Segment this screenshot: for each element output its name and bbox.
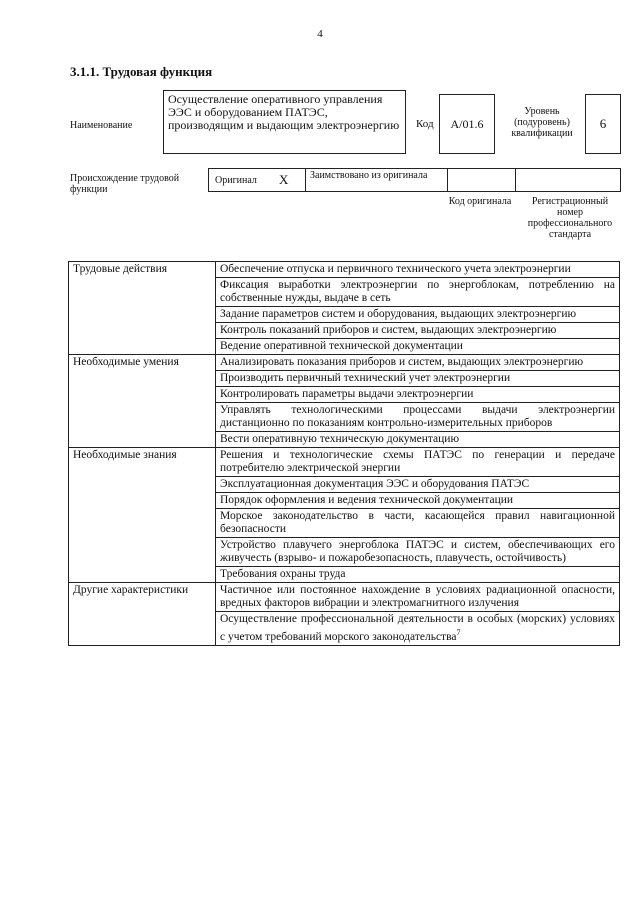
code-value: А/01.6: [450, 116, 484, 131]
row-heading-other-characteristics: Другие характеристики: [69, 583, 216, 646]
origin-label: Происхождение трудовой функции: [70, 173, 180, 195]
table-row: [69, 262, 620, 278]
table-cell: Устройство плавучего энергоблока ПАТЭС и систем, обеспечивающих его живучесть (взрыво- и пожаробезопасность, плавучесть, остойчивость): [216, 538, 620, 567]
table-row: [69, 448, 620, 477]
table-cell: Требования охраны труда: [216, 567, 620, 583]
cell-text: Осуществление профессиональной деятельности в особых (морских) условиях с учетом требований морского законодательства: [220, 613, 615, 643]
original-label: Оригинал: [215, 175, 257, 186]
level-value: 6: [599, 116, 607, 131]
table-cell: Производить первичный технический учет электроэнергии: [216, 371, 620, 387]
code-caption: Код оригинала: [448, 196, 512, 207]
table-cell: Обеспечение отпуска и первичного технического учета электроэнергии: [216, 262, 620, 278]
code-box: [439, 94, 495, 154]
table-cell: Анализировать показания приборов и систем, выдающих электроэнергию: [216, 355, 620, 371]
row-heading-required-skills: Необходимые умения: [69, 355, 216, 448]
table-cell: Порядок оформления и ведения технической документации: [216, 493, 620, 509]
code-label: Код: [416, 118, 434, 130]
registration-number-cell: [515, 169, 620, 191]
table-cell: Ведение оперативной технической документации: [216, 339, 620, 355]
table-cell: Решения и технологические схемы ПАТЭС по генерации и передаче потребителю электрической энергии: [216, 448, 620, 477]
page-number: 4: [317, 28, 323, 40]
table-cell: Морское законодательство в части, касающейся правил навигационной безопасности: [216, 509, 620, 538]
function-name-box: [163, 90, 406, 154]
row-heading-required-knowledge: Необходимые знания: [69, 448, 216, 583]
borrowed-label: Заимствовано из оригинала: [310, 170, 428, 181]
table-cell: Задание параметров систем и оборудования, выдающих электроэнергию: [216, 307, 620, 323]
registration-caption: Регистрационный номер профессионального стандарта: [527, 196, 613, 240]
table-row: [69, 355, 620, 371]
original-mark: X: [279, 172, 289, 187]
level-box: [585, 94, 621, 154]
function-name-text: Осуществление оперативного управления ЭЭС и оборудованием ПАТЭС, производящим и выдающим электроэнергию: [168, 92, 400, 132]
function-table: [68, 261, 620, 646]
table-row: [69, 583, 620, 612]
footnote-marker: 7: [456, 628, 461, 637]
table-cell: Контролировать параметры выдачи электроэнергии: [216, 387, 620, 403]
row-heading-labor-actions: Трудовые действия: [69, 262, 216, 355]
table-cell: Вести оперативную техническую документацию: [216, 432, 620, 448]
table-cell: Частичное или постоянное нахождение в условиях радиационной опасности, вредных факторов вибрации и электромагнитного излучения: [216, 583, 620, 612]
origin-row: [208, 168, 621, 192]
name-label: Наименование: [70, 120, 133, 131]
level-label: Уровень (подуровень) квалификации: [511, 106, 573, 139]
original-code-cell: [447, 169, 515, 191]
table-cell: Эксплуатационная документация ЭЭС и оборудования ПАТЭС: [216, 477, 620, 493]
table-cell: Фиксация выработки электроэнергии по энергоблокам, потреблению на собственные нужды, выдаче в сеть: [216, 278, 620, 307]
table-cell: Управлять технологическими процессами выдачи электроэнергии дистанционно по показаниям контрольно-измерительных приборов: [216, 403, 620, 432]
table-cell: [216, 612, 620, 646]
section-title: 3.1.1. Трудовая функция: [70, 64, 213, 79]
borrowed-cell: [305, 169, 447, 191]
table-cell: Контроль показаний приборов и систем, выдающих электроэнергию: [216, 323, 620, 339]
